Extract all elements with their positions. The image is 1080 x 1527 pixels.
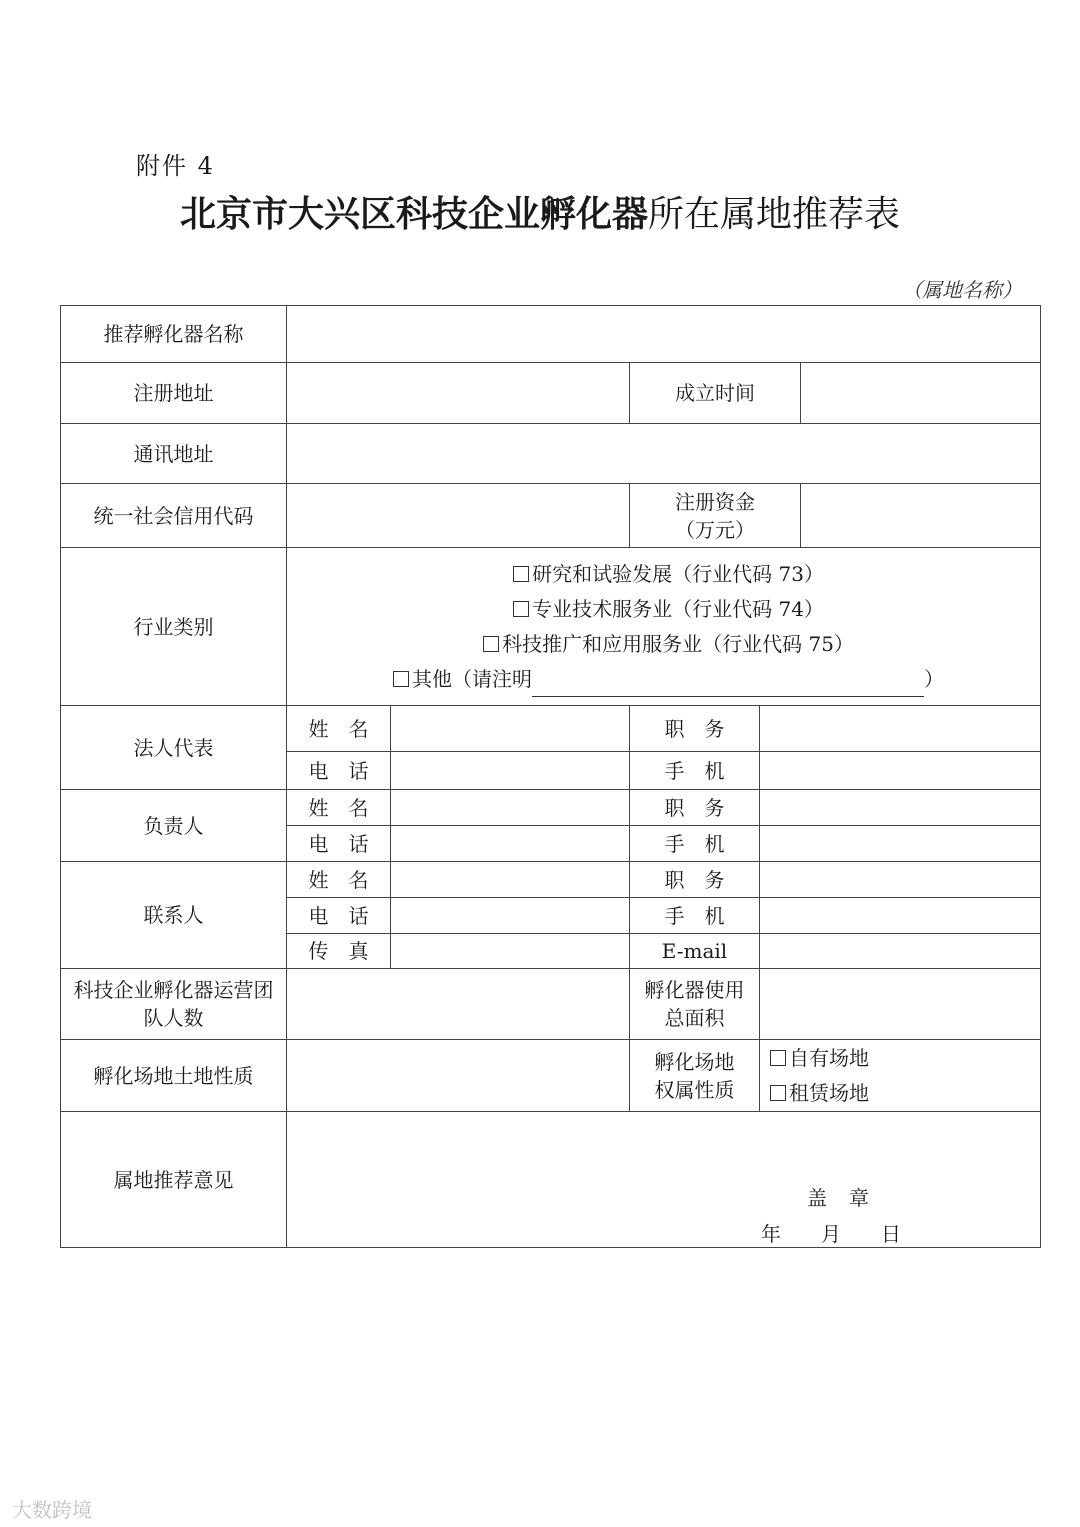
established-label: 成立时间 — [630, 363, 801, 424]
recommendation-form — [60, 305, 1041, 1248]
leader-position-field[interactable] — [760, 790, 1041, 826]
leader-label: 负责人 — [61, 790, 287, 862]
contact-name-field[interactable] — [391, 862, 630, 898]
contact-name-label: 姓 名 — [287, 862, 391, 898]
legal-rep-name-label: 姓 名 — [287, 706, 391, 752]
contact-position-field[interactable] — [760, 862, 1041, 898]
mail-address-field[interactable] — [287, 424, 1041, 484]
reg-capital-label: 注册资金 （万元） — [630, 484, 801, 548]
contact-phone-label: 电 话 — [287, 898, 391, 934]
legal-rep-label: 法人代表 — [61, 706, 287, 790]
title-normal: 所在属地推荐表 — [648, 194, 901, 235]
leader-mobile-field[interactable] — [760, 826, 1041, 862]
checkbox-icon[interactable] — [770, 1085, 786, 1101]
contact-label: 联系人 — [61, 862, 287, 969]
credit-code-label: 统一社会信用代码 — [61, 484, 287, 548]
contact-mobile-label: 手 机 — [630, 898, 760, 934]
industry-option-73[interactable]: 研究和试验发展（行业代码 73） — [297, 557, 1040, 592]
industry-label: 行业类别 — [61, 548, 287, 706]
watermark: 大数跨境 — [12, 1498, 92, 1522]
legal-rep-name-field[interactable] — [391, 706, 630, 752]
opinion-label: 属地推荐意见 — [61, 1112, 287, 1248]
contact-fax-field[interactable] — [391, 934, 630, 969]
other-specify-line[interactable] — [532, 674, 924, 697]
reg-address-field[interactable] — [287, 363, 630, 424]
legal-rep-mobile-field[interactable] — [760, 752, 1041, 790]
industry-option-other[interactable]: 其他（请注明 ） — [297, 662, 1040, 697]
leader-name-label: 姓 名 — [287, 790, 391, 826]
checkbox-icon[interactable] — [483, 636, 499, 652]
land-nature-field[interactable] — [287, 1040, 630, 1112]
legal-rep-position-label: 职 务 — [630, 706, 760, 752]
contact-phone-field[interactable] — [391, 898, 630, 934]
seal-text: 盖章 — [807, 1186, 891, 1210]
contact-email-field[interactable] — [760, 934, 1041, 969]
leader-phone-label: 电 话 — [287, 826, 391, 862]
land-nature-label: 孵化场地土地性质 — [61, 1040, 287, 1112]
checkbox-icon[interactable] — [513, 601, 529, 617]
industry-options — [287, 548, 1041, 706]
contact-fax-label: 传 真 — [287, 934, 391, 969]
page-title — [0, 186, 1080, 237]
leader-position-label: 职 务 — [630, 790, 760, 826]
credit-code-field[interactable] — [287, 484, 630, 548]
title-bold: 北京市大兴区科技企业孵化器 — [179, 193, 648, 235]
contact-position-label: 职 务 — [630, 862, 760, 898]
leased-site-option[interactable]: 租赁场地 — [770, 1076, 1040, 1111]
legal-rep-phone-field[interactable] — [391, 752, 630, 790]
area-label: 孵化器使用 总面积 — [630, 969, 760, 1040]
contact-email-label: E-mail — [630, 934, 760, 969]
area-field[interactable] — [760, 969, 1041, 1040]
incubator-name-label: 推荐孵化器名称 — [61, 306, 287, 363]
ownership-label: 孵化场地 权属性质 — [630, 1040, 760, 1112]
team-size-field[interactable] — [287, 969, 630, 1040]
incubator-name-field[interactable] — [287, 306, 1041, 363]
legal-rep-mobile-label: 手 机 — [630, 752, 760, 790]
industry-option-74[interactable]: 专业技术服务业（行业代码 74） — [297, 592, 1040, 627]
checkbox-icon[interactable] — [393, 671, 409, 687]
opinion-field[interactable] — [287, 1112, 1041, 1248]
leader-mobile-label: 手 机 — [630, 826, 760, 862]
reg-address-label: 注册地址 — [61, 363, 287, 424]
legal-rep-position-field[interactable] — [760, 706, 1041, 752]
established-field[interactable] — [801, 363, 1041, 424]
legal-rep-phone-label: 电 话 — [287, 752, 391, 790]
reg-capital-field[interactable] — [801, 484, 1041, 548]
own-site-option[interactable]: 自有场地 — [770, 1041, 1040, 1076]
leader-phone-field[interactable] — [391, 826, 630, 862]
date-line: 年 月 日 — [761, 1222, 901, 1246]
industry-option-75[interactable]: 科技推广和应用服务业（行业代码 75） — [297, 627, 1040, 662]
checkbox-icon[interactable] — [770, 1050, 786, 1066]
locality-note: （属地名称） — [902, 278, 1022, 302]
ownership-options — [760, 1040, 1041, 1112]
attachment-label: 附件 4 — [136, 152, 215, 180]
leader-name-field[interactable] — [391, 790, 630, 826]
team-size-label: 科技企业孵化器运营团 队人数 — [61, 969, 287, 1040]
mail-address-label: 通讯地址 — [61, 424, 287, 484]
checkbox-icon[interactable] — [513, 566, 529, 582]
contact-mobile-field[interactable] — [760, 898, 1041, 934]
